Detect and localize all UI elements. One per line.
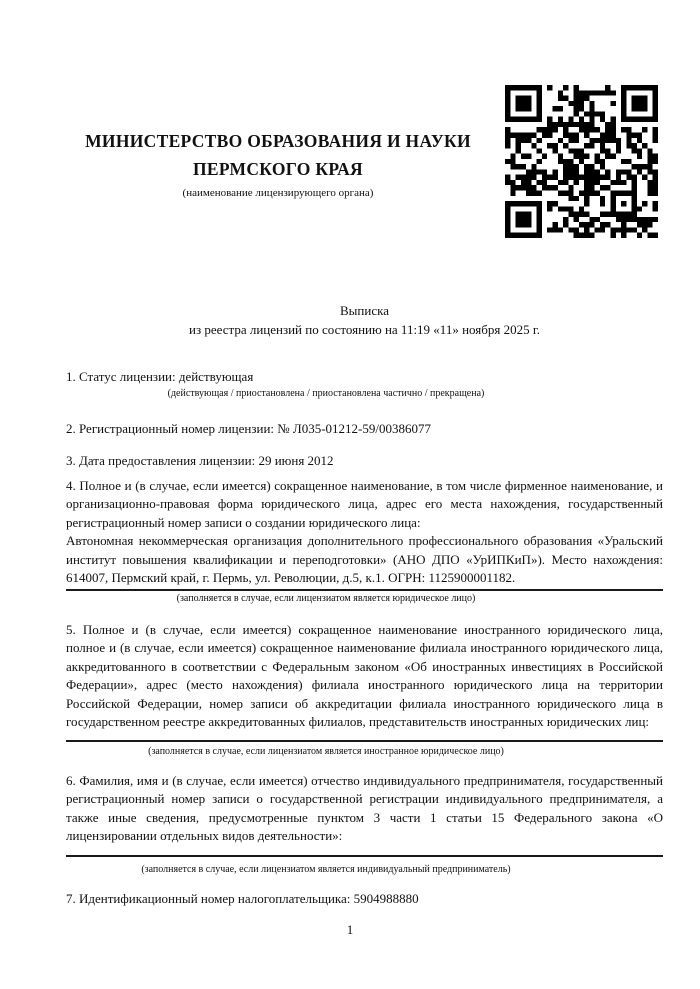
item-license-status (66, 368, 663, 400)
legal-entity-caption-wrap (66, 592, 586, 605)
registration-number-text: 2. Регистрационный номер лицензии: № Л035-01212-59/00386077 (66, 420, 432, 436)
legal-entity-label: 4. Полное и (в случае, если имеется) сокращенное наименование, в том числе фирменное наименование, и организационно-правовая форма юридического лица, адрес его места нахождения, государственный регистрационный номер записи о создании юридического лица: (66, 477, 663, 530)
legal-entity-caption: (заполняется в случае, если лицензиатом является юридическое лицо) (176, 592, 476, 604)
qr-code (505, 85, 658, 238)
foreign-entity-blank-line (66, 740, 663, 742)
item-foreign-entity (66, 621, 663, 758)
item-registration-number (66, 420, 663, 439)
license-status-caption: (действующая / приостановлена / приостановлена частично / прекращена) (167, 387, 485, 399)
item-license-date (66, 452, 663, 471)
item-individual-entrepreneur (66, 772, 663, 876)
license-status-text: 1. Статус лицензии: действующая (66, 369, 254, 384)
page-number: 1 (346, 922, 354, 937)
license-status-caption-wrap (66, 387, 586, 400)
entrepreneur-blank-line (66, 855, 663, 857)
title-line1: Выписка (340, 303, 389, 318)
taxpayer-number-text: 7. Идентификационный номер налогоплательщика: 5904988880 (66, 890, 419, 906)
foreign-entity-caption-wrap (66, 745, 586, 758)
foreign-entity-caption: (заполняется в случае, если лицензиатом является иностранное юридическое лицо) (148, 745, 504, 757)
entrepreneur-label: 6. Фамилия, имя и (в случае, если имеется) отчество индивидуального предпринимателя, государственный регистрационный номер записи о государственной регистрации индивидуального предпринимателя, а также иные сведения, предусмотренные пунктом 3 части 1 статьи 15 Федерального закона «О лицензировании отдельных видов деятельности»: (66, 772, 663, 843)
item-legal-entity (66, 477, 663, 605)
legal-entity-value: Автономная некоммерческая организация дополнительного профессионального образования «Уральский институт повышения квалификации и переподготовки» (АНО ДПО «УрИПКиП»). Место нахождения: 614007, Пермский край, г. Пермь, ул. Революции, д.5, к.1. ОГРН: 1125900001182. (66, 532, 663, 591)
foreign-entity-label: 5. Полное и (в случае, если имеется) сокращенное наименование иностранного юридического лица, полное и (в случае, если имеется) сокращенное наименование филиала иностранного юридического лица, аккредитованного в соответствии с Федеральным законом «Об иностранных инвестициях в Российской Федерации», адрес (место нахождения) филиала иностранного юридического лица на территории Российской Федерации, номер записи об аккредитации филиала иностранного юридического лица в государственном реестре аккредитованных филиалов, представительств иностранных юридических лиц: (66, 621, 663, 729)
authority-name-line1: МИНИСТЕРСТВО ОБРАЗОВАНИЯ И НАУКИ (85, 131, 471, 151)
document-title (66, 302, 663, 339)
licensing-authority-header (66, 127, 490, 200)
license-date-text: 3. Дата предоставления лицензии: 29 июня 2012 (66, 453, 334, 468)
qr-code-image (505, 85, 658, 238)
entrepreneur-caption-wrap (66, 863, 586, 876)
authority-caption: (наименование лицензирующего органа) (182, 187, 374, 199)
item-taxpayer-number (66, 890, 663, 909)
authority-name-line2: ПЕРМСКОГО КРАЯ (193, 159, 363, 179)
entrepreneur-caption: (заполняется в случае, если лицензиатом является индивидуальный предприниматель) (141, 863, 511, 875)
title-line2: из реестра лицензий по состоянию на 11:19 «11» ноября 2025 г. (189, 321, 540, 337)
